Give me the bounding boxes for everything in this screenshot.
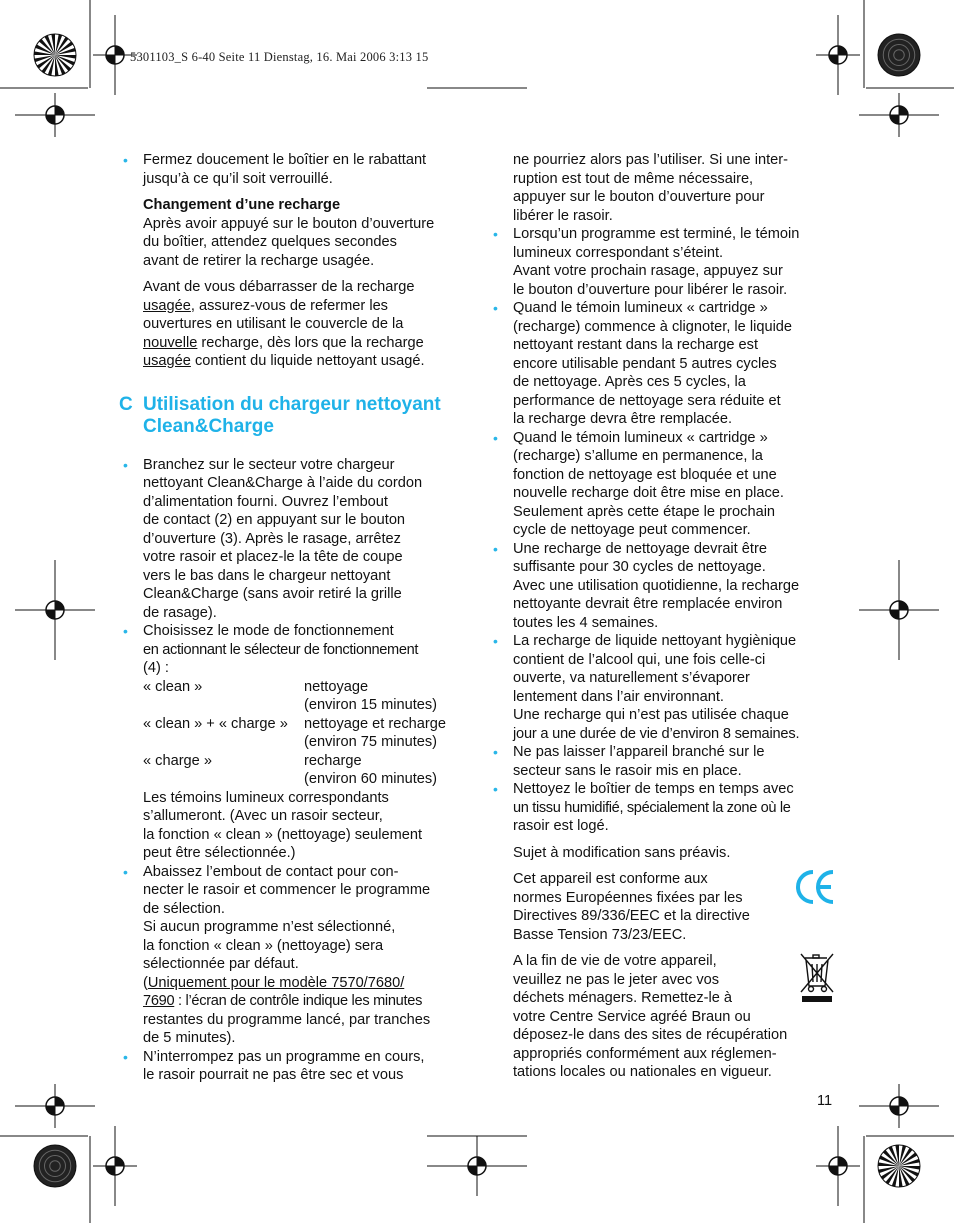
right-column [513,151,843,1082]
bullet-lower-contact: • Abaissez l’embout de contact pour con- necter le rasoir et commencer le programme de sélection. Si aucun programme n’est sélectionné, la fonction « clean » (nettoyage) sera sélectionnée par défaut. (Uniquement pour le modèle 7570/7680/ 7690 : l’écran de contrôle indique les minutes restantes du programme lancé, par tranches de 5 minutes). [143,863,473,1048]
bullet-choose-mode: • Choisissez le mode de fonctionnement en actionnant le sélecteur de fonctionnement (4) : « clean » nettoyage (environ 15 minutes) « clean » + « charge » nettoyage et recharge (environ 75 minutes) « charge » recharge (environ 60 minutes) Les témoins lumineux correspondants s’allumeront. (Avec un rasoir secteur, la fonction « clean » (nettoyage) seulement peut être sélectionnée.) [143,622,473,863]
registration-target-icon [878,1145,920,1187]
bullet-alcohol: • La recharge de liquide nettoyant hygiènique contient de l’alcool qui, une fois celle-ci ouverte, va naturellement s’évaporer lentement dans l’air environnant. Une recharge qui n’est pas utilisée chaque jour a une durée de vie d’environ 8 semaines. [513,632,843,743]
bullet-cartridge-on: • Quand le témoin lumineux « cartridge » (recharge) s’allume en permanence, la fonction de nettoyage est bloquée et une nouvelle recharge doit être mise en place. Seulement après cette étape le prochain cycle de nettoyage peut commencer. [513,429,843,540]
bullet-do-not-interrupt: • N’interrompez pas un programme en cours, le rasoir pourrait ne pas être sec et vous [143,1048,473,1085]
registration-target-icon [878,34,920,76]
registration-crosshair-icon [859,560,939,660]
bullet-unplug: • Ne pas laisser l’appareil branché sur le secteur sans le rasoir mis en place. [513,743,843,780]
section-title: C Utilisation du chargeur nettoyant Clean&Charge [119,393,441,437]
registration-crosshair-icon [15,560,95,660]
crossed-bin-icon [797,950,837,1009]
registration-crosshair-icon [816,15,860,95]
refill-para-1: Après avoir appuyé sur le bouton d’ouverture du boîtier, attendez quelques secondes avant de retirer la recharge usagée. [143,215,435,269]
section-letter: C [119,393,133,415]
bullet-plug-in: • Branchez sur le secteur votre chargeur nettoyant Clean&Charge à l’aide du cordon d’alimentation fourni. Ouvrez l’embout de contact (2) en appuyant sur le bouton d’ouverture (3). Après le rasage, arrêtez votre rasoir et placez-le la tête de coupe vers le bas dans le chargeur nettoyant Clean&Charge (sans avoir retiré la grille de rasage). [143,456,473,623]
refill-title: Changement d’une recharge [143,197,341,213]
bullet-refill-cycles: • Une recharge de nettoyage devrait être suffisante pour 30 cycles de nettoyage. Avec une utilisation quotidienne, la recharge nettoyante devrait être remplacée environ toutes les 4 semaines. [513,540,843,633]
bullet-program-finished: • Lorsqu’un programme est terminé, le témoin lumineux correspondant s’éteint. Avant votre prochain rasage, appuyez sur le bouton d’ouverture pour libérer le rasoir. [513,225,843,299]
registration-crosshair-icon [816,1126,860,1206]
registration-crosshair-icon [15,1084,95,1128]
bullet-cartridge-blinking: • Quand le témoin lumineux « cartridge » (recharge) commence à clignoter, le liquide nettoyant restant dans la recharge est encore utilisable pendant 5 autres cycles de nettoyage. Après ces 5 cycles, la performance de nettoyage sera réduite et la recharge devra être remplacée. [513,299,843,429]
registration-crosshair-icon [93,1126,137,1206]
ce-mark-icon [795,868,837,911]
bullet-close-case: • Fermez doucement le boîtier en le rabattant jusqu’à ce qu’il soit verrouillé. [143,151,473,188]
continued-text: ne pourriez alors pas l’utiliser. Si une inter- ruption est tout de même nécessaire, appuyer sur le bouton d’ouverture pour libérer le rasoir. [513,152,788,224]
notice-text: Sujet à modification sans préavis. [513,844,731,861]
mode-row-clean: « clean » nettoyage (environ 15 minutes) [143,678,438,713]
bullet-clean-case: • Nettoyez le boîtier de temps en temps avec un tissu humidifié, spécialement la zone où le rasoir est logé. [513,780,843,836]
conformity-text: Cet appareil est conforme aux normes Européennes fixées par les Directives 89/336/EEC et la directive Basse Tension 73/23/EEC. [513,871,750,943]
registration-crosshair-icon [427,1136,527,1196]
refill-para-2: Avant de vous débarrasser de la recharge usagée, assurez-vous de refermer les ouvertures en utilisant le couvercle de la nouvelle recharge, dès lors que la recharge usagée contient du liquide nettoyant usagé. [143,279,425,369]
registration-crosshair-icon [15,93,95,137]
left-column [119,151,473,1085]
mode-row-charge: « charge » recharge (environ 60 minutes) [143,752,438,787]
mode-row-clean-charge: « clean » + « charge » nettoyage et recharge (environ 75 minutes) [143,715,446,750]
registration-crosshair-icon [859,1084,939,1128]
registration-target-icon [34,1145,76,1187]
page-number: 11 [817,1093,833,1109]
registration-target-icon [34,34,76,76]
registration-crosshair-icon [859,93,939,137]
print-slug: 5301103_S 6-40 Seite 11 Dienstag, 16. Mai 2006 3:13 15 [130,50,429,64]
disposal-text: A la fin de vie de votre appareil, veuillez ne pas le jeter avec vos déchets ménagers. Remettez-le à votre Centre Service agréé Braun ou déposez-le dans des sites de récupération appropriés conformément aux réglemen- tations locales ou nationales en vigueur. [513,953,788,1080]
